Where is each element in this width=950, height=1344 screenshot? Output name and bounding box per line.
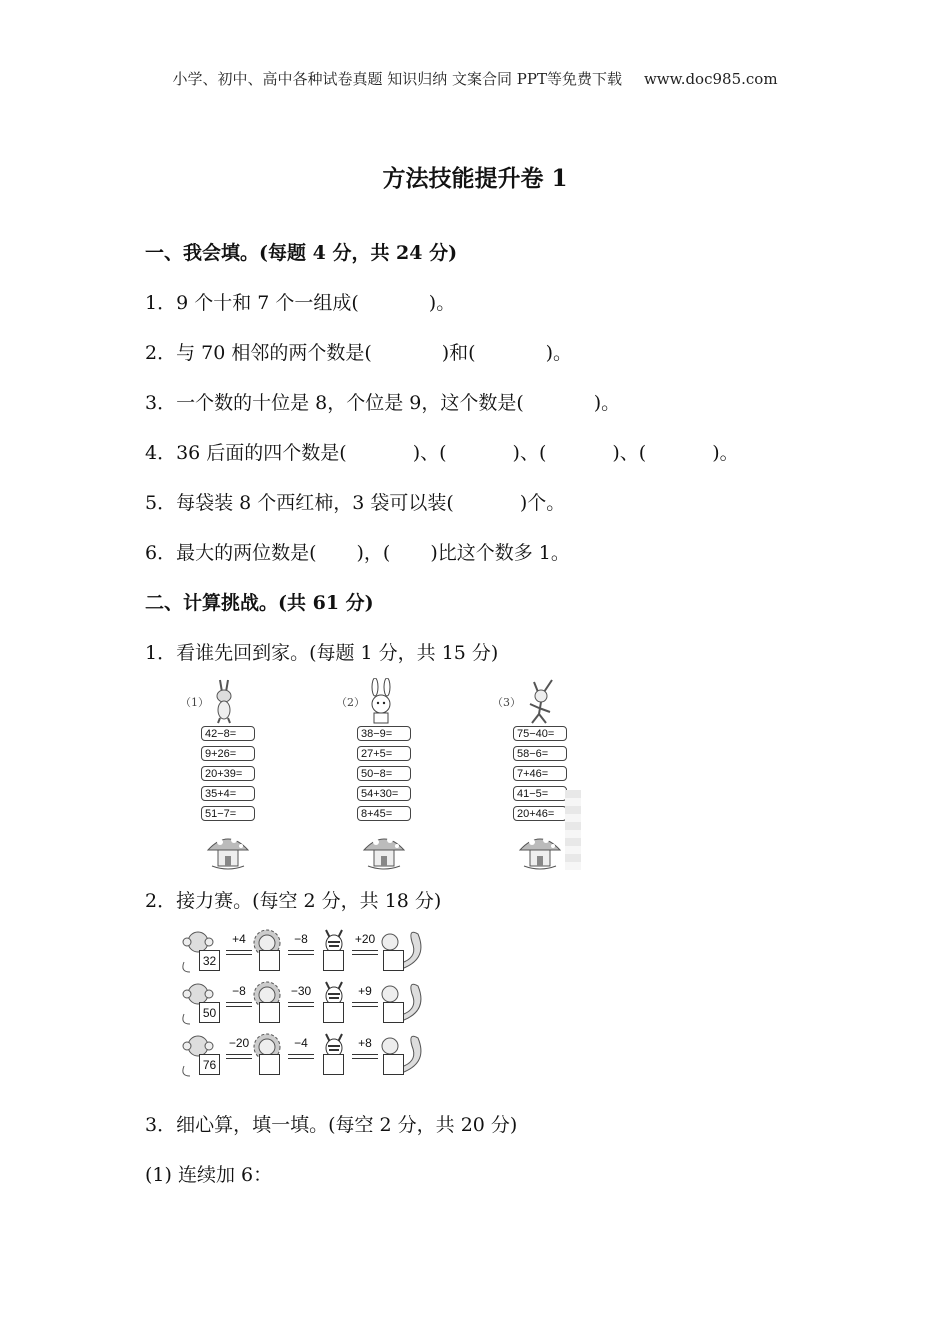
exercise-2-title: 2．接力赛。(每空 2 分，共 18 分) (145, 890, 442, 912)
q6-mid: )，( (356, 542, 391, 564)
equation-box[interactable]: 54+30= (357, 786, 411, 801)
arrow-line (352, 1002, 378, 1007)
answer-square[interactable] (383, 1002, 404, 1023)
exercise-1-title: 1．看谁先回到家。(每题 1 分，共 15 分) (145, 642, 499, 664)
equation-box[interactable]: 51−7= (201, 806, 255, 821)
exercise-3-title: 3．细心算，填一填。(每空 2 分，共 20 分) (145, 1114, 518, 1136)
operation-label: −30 (290, 984, 312, 998)
equation-box[interactable]: 9+26= (201, 746, 255, 761)
arrow-line (288, 950, 314, 955)
equation-box[interactable]: 75−40= (513, 726, 567, 741)
q1-text: 1．9 个十和 7 个一组成( (145, 292, 359, 314)
q5-tail: )个。 (519, 492, 566, 514)
equation-box[interactable]: 8+45= (357, 806, 411, 821)
q4-sep: )、( (512, 442, 547, 464)
q5-text: 5．每袋装 8 个西红柿，3 袋可以装( (145, 492, 454, 514)
question-2 (145, 338, 572, 365)
mushroom-house-icon (516, 830, 564, 870)
arrow-line (226, 1002, 252, 1007)
equation-box[interactable]: 42−8= (201, 726, 255, 741)
relay-row-2 (180, 980, 440, 1032)
operation-label: +20 (354, 932, 376, 946)
relay-row-3 (180, 1032, 440, 1084)
q3-tail: )。 (593, 392, 621, 414)
q3-text: 3．一个数的十位是 8，个位是 9，这个数是( (145, 392, 524, 414)
question-4 (145, 438, 739, 465)
answer-square[interactable] (383, 950, 404, 971)
equation-box[interactable]: 20+39= (201, 766, 255, 781)
q6-tail: )比这个数多 1。 (430, 542, 570, 564)
arrow-line (226, 1054, 252, 1059)
equation-box[interactable]: 41−5= (513, 786, 567, 801)
q6-text: 6．最大的两位数是( (145, 542, 317, 564)
arrow-line (352, 950, 378, 955)
race-column-1 (180, 678, 340, 872)
equation-box[interactable]: 35+4= (201, 786, 255, 801)
arrow-line (226, 950, 252, 955)
answer-square[interactable] (259, 1054, 280, 1075)
answer-square[interactable] (383, 1054, 404, 1075)
race-label: （1） (180, 696, 209, 709)
operation-label: +4 (232, 932, 246, 946)
start-number: 32 (199, 950, 220, 971)
q4-sep: )、( (412, 442, 447, 464)
q1-tail: )。 (428, 292, 456, 314)
race-column-2 (336, 678, 496, 872)
relay-row-1 (180, 928, 440, 980)
exercise-3-sub1: (1) 连续加 6： (145, 1164, 273, 1186)
q2-text: 2．与 70 相邻的两个数是( (145, 342, 372, 364)
question-6 (145, 538, 570, 565)
arrow-line (352, 1054, 378, 1059)
rabbit-icon (522, 678, 558, 724)
rabbit-icon (366, 678, 396, 724)
watermark (565, 790, 581, 870)
page-header (0, 68, 950, 89)
equation-box[interactable]: 20+46= (513, 806, 567, 821)
answer-square[interactable] (259, 1002, 280, 1023)
question-5 (145, 488, 565, 515)
equation-box[interactable]: 38−9= (357, 726, 411, 741)
operation-label: +8 (358, 1036, 372, 1050)
answer-square[interactable] (323, 1002, 344, 1023)
equation-box[interactable]: 50−8= (357, 766, 411, 781)
start-number: 50 (199, 1002, 220, 1023)
rabbit-icon (210, 678, 240, 724)
race-label: （3） (492, 696, 521, 709)
question-1 (145, 288, 455, 315)
answer-square[interactable] (259, 950, 280, 971)
mushroom-house-icon (204, 830, 252, 870)
page-title: 方法技能提升卷 1 (382, 165, 568, 192)
question-3 (145, 388, 620, 415)
q4-sep: )、( (612, 442, 647, 464)
equation-box[interactable]: 27+5= (357, 746, 411, 761)
arrow-line (288, 1002, 314, 1007)
header-site: www.doc985.com (643, 70, 778, 88)
q4-tail: )。 (712, 442, 739, 464)
operation-label: −8 (294, 932, 308, 946)
answer-square[interactable] (323, 950, 344, 971)
race-label: （2） (336, 696, 365, 709)
operation-label: −4 (294, 1036, 308, 1050)
start-number: 76 (199, 1054, 220, 1075)
equation-box[interactable]: 7+46= (513, 766, 567, 781)
arrow-line (288, 1054, 314, 1059)
operation-label: −8 (232, 984, 246, 998)
mushroom-house-icon (360, 830, 408, 870)
header-text: 小学、初中、高中各种试卷真题 知识归纳 文案合同 PPT等免费下载 (172, 70, 622, 88)
q2-tail: )。 (545, 342, 573, 364)
equation-box[interactable]: 58−6= (513, 746, 567, 761)
operation-label: −20 (228, 1036, 250, 1050)
answer-square[interactable] (323, 1054, 344, 1075)
section2-heading: 二、计算挑战。(共 61 分) (145, 592, 374, 614)
section1-heading: 一、我会填。(每题 4 分，共 24 分) (145, 242, 458, 264)
q4-text: 4．36 后面的四个数是( (145, 442, 347, 464)
q2-mid: )和( (441, 342, 476, 364)
operation-label: +9 (358, 984, 372, 998)
